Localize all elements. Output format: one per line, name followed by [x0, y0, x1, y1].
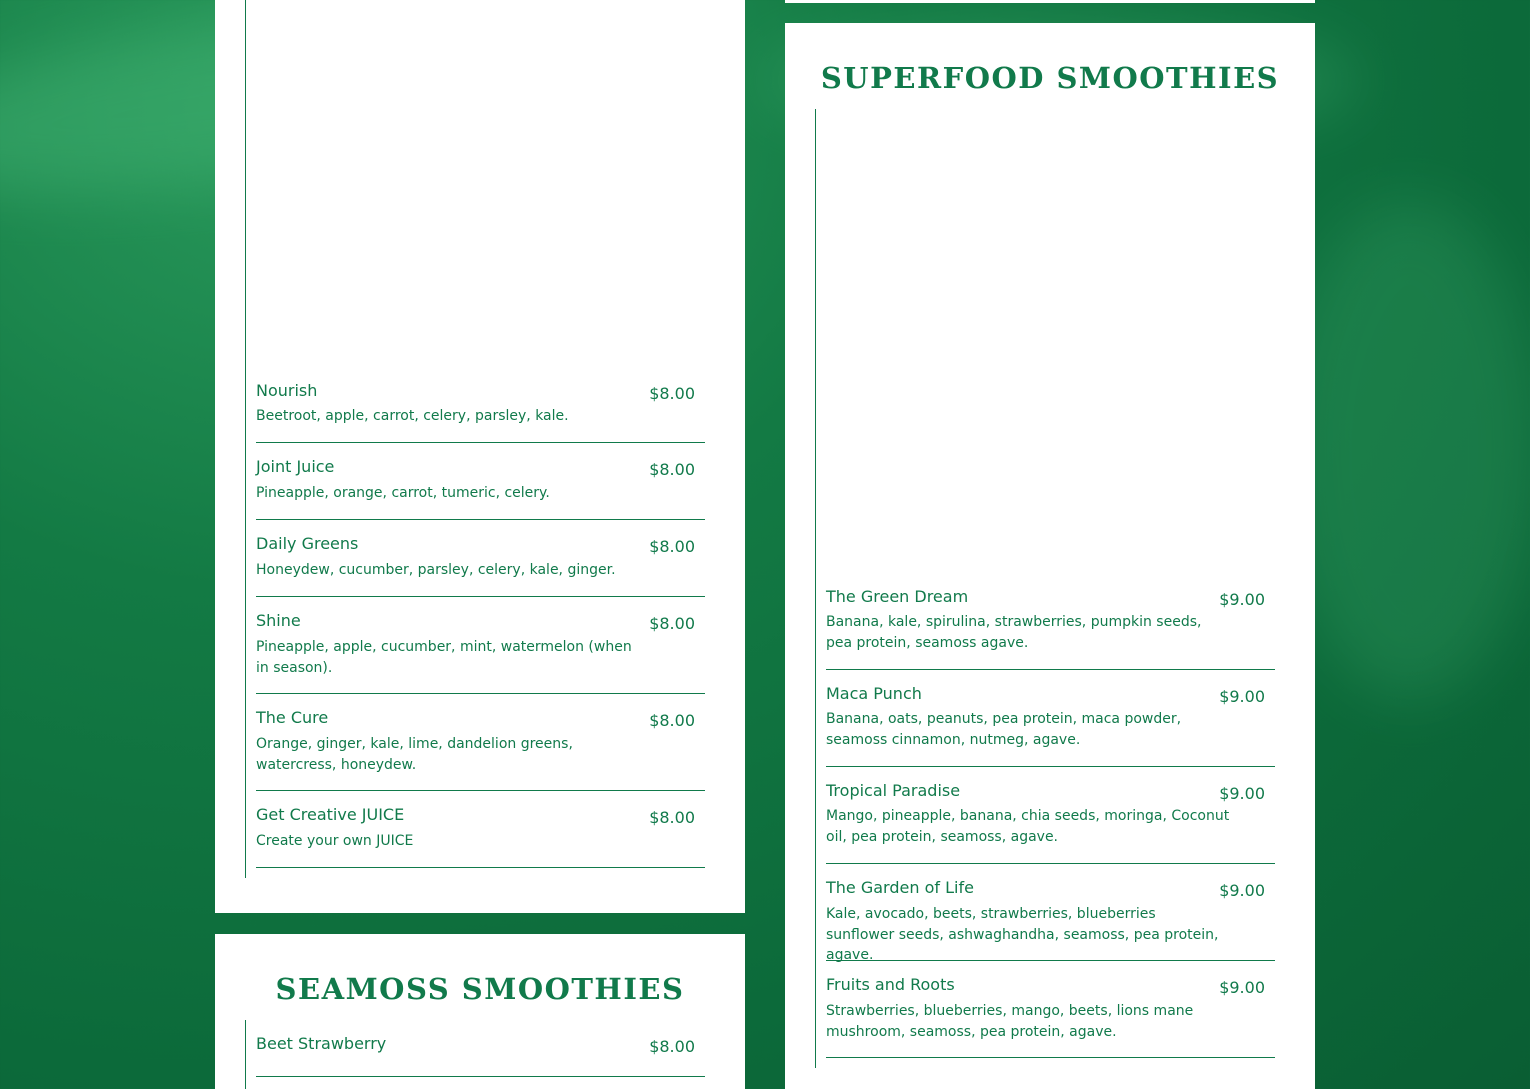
menu-item[interactable] — [826, 878, 1275, 961]
menu-item[interactable] — [256, 1034, 705, 1077]
superfood-divider-line — [815, 109, 816, 1068]
menu-item[interactable] — [256, 611, 705, 694]
juices-panel — [215, 0, 745, 913]
item-description: Mango, pineapple, banana, chia seeds, moringa, Coconut oil, pea protein, seamoss, agave. — [826, 808, 1230, 845]
menu-item[interactable] — [256, 381, 705, 443]
menu-item[interactable] — [826, 975, 1275, 1058]
section-title: SEAMOSS SMOOTHIES — [275, 972, 685, 1006]
item-description: Orange, ginger, kale, lime, dandelion greens, watercress, honeydew. — [256, 736, 573, 773]
item-price: $8.00 — [649, 1037, 695, 1056]
item-name: Joint Juice — [256, 457, 335, 476]
menu-item[interactable] — [256, 457, 705, 520]
menu-item[interactable] — [256, 708, 705, 791]
superfood-image-area — [826, 109, 1275, 584]
previous-section-panel — [785, 0, 1315, 3]
item-description: Honeydew, cucumber, parsley, celery, kale, ginger. — [256, 562, 616, 578]
item-description: Pineapple, orange, carrot, tumeric, celery. — [256, 485, 550, 501]
menu-item[interactable] — [826, 684, 1275, 767]
item-description: Pineapple, apple, cucumber, mint, watermelon (when in season). — [256, 639, 632, 676]
menu-item[interactable] — [256, 805, 705, 868]
seamoss-panel — [215, 934, 745, 1089]
item-price: $9.00 — [1219, 881, 1265, 900]
item-description: Kale, avocado, beets, strawberries, blueberries sunflower seeds, ashwaghandha, seamoss, pea protein, agave. — [826, 906, 1219, 963]
item-description: Banana, oats, peanuts, pea protein, maca powder, seamoss cinnamon, nutmeg, agave. — [826, 711, 1182, 748]
juices-divider-line — [245, 0, 246, 878]
item-name: Beet Strawberry — [256, 1034, 387, 1053]
item-name: Nourish — [256, 381, 318, 400]
item-name: Fruits and Roots — [826, 975, 955, 994]
item-price: $8.00 — [649, 537, 695, 556]
item-price: $9.00 — [1219, 784, 1265, 803]
item-price: $9.00 — [1219, 590, 1265, 609]
item-price: $8.00 — [649, 808, 695, 827]
item-price: $8.00 — [649, 384, 695, 403]
item-name: Get Creative JUICE — [256, 805, 405, 824]
item-price: $8.00 — [649, 711, 695, 730]
item-description: Create your own JUICE — [256, 833, 414, 849]
item-name: The Garden of Life — [826, 878, 974, 897]
menu-item[interactable] — [826, 781, 1275, 864]
item-price: $8.00 — [649, 614, 695, 633]
background-highlight — [1280, 200, 1530, 700]
item-name: The Cure — [256, 708, 329, 727]
item-name: The Green Dream — [826, 587, 969, 606]
item-description: Banana, kale, spirulina, strawberries, pumpkin seeds, pea protein, seamoss agave. — [826, 614, 1202, 651]
item-price: $8.00 — [649, 460, 695, 479]
section-title: SUPERFOOD SMOOTHIES — [820, 61, 1280, 95]
juices-image-area — [256, 0, 716, 370]
item-name: Daily Greens — [256, 534, 359, 553]
item-price: $9.00 — [1219, 978, 1265, 997]
menu-item[interactable] — [256, 534, 705, 597]
seamoss-divider-line — [245, 1020, 246, 1089]
item-name: Maca Punch — [826, 684, 922, 703]
item-name: Tropical Paradise — [826, 781, 961, 800]
item-name: Shine — [256, 611, 301, 630]
superfood-panel — [785, 23, 1315, 1089]
menu-item[interactable] — [826, 587, 1275, 670]
item-description: Strawberries, blueberries, mango, beets, lions mane mushroom, seamoss, pea protein, agave. — [826, 1003, 1194, 1040]
item-description: Beetroot, apple, carrot, celery, parsley, kale. — [256, 408, 569, 424]
item-price: $9.00 — [1219, 687, 1265, 706]
